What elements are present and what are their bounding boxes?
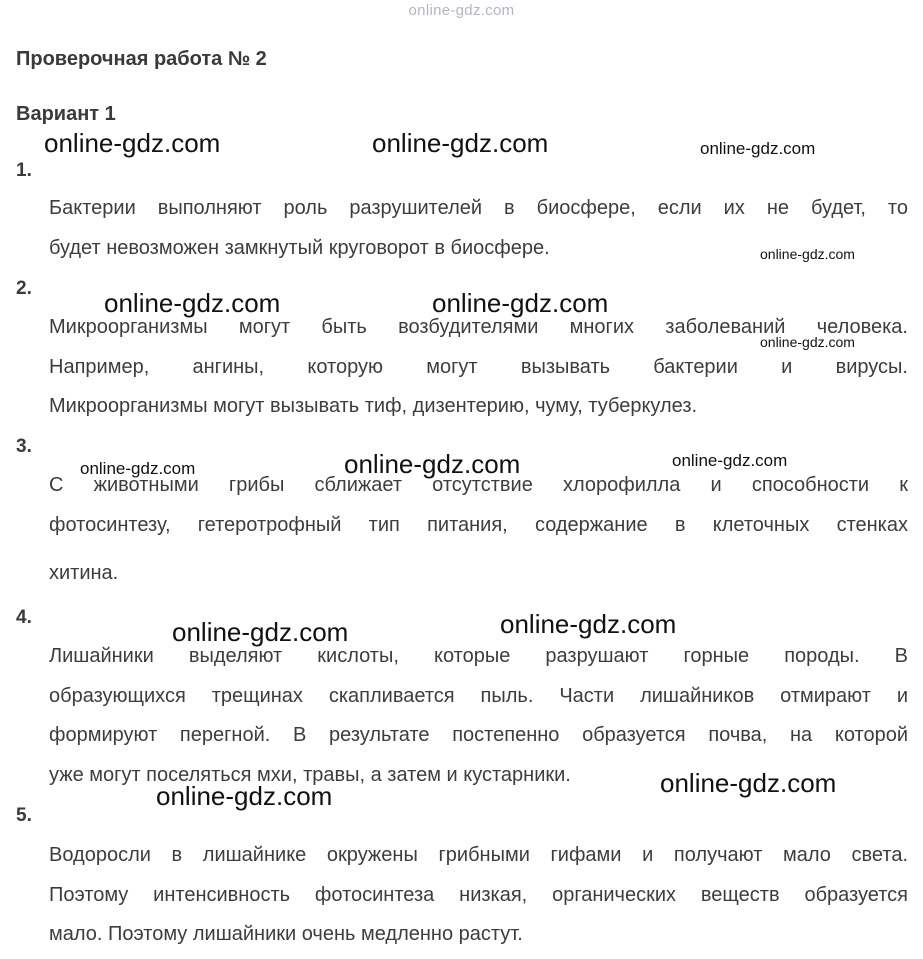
site-link-top[interactable]: online-gdz.com <box>408 2 515 19</box>
answer-5-line-1: Водоросли в лишайнике окружены грибными гифами и получают мало света. <box>49 844 908 866</box>
answer-3-line-2: фотосинтезу, гетеротрофный тип питания, содержание в клеточных стенках <box>49 513 908 536</box>
answer-number-2: 2. <box>16 278 32 299</box>
answer-text-5 <box>49 836 908 955</box>
answer-number-5: 5. <box>16 805 32 826</box>
watermark: online-gdz.com <box>104 288 281 318</box>
watermark: online-gdz.com <box>80 459 196 478</box>
answer-3-line-1: С животными грибы сближает отсутствие хлорофилла и способности к <box>49 474 908 496</box>
watermark: online-gdz.com <box>156 781 333 811</box>
answer-4-line-3: формируют перегной. В результате постепенно образуется почва, на которой <box>49 724 908 746</box>
variant-heading: Вариант 1 <box>16 103 116 125</box>
watermark: online-gdz.com <box>500 609 677 639</box>
answer-text-2 <box>49 308 908 427</box>
watermark: online-gdz.com <box>760 246 855 262</box>
watermark: online-gdz.com <box>660 768 837 798</box>
answer-1-line-1: Бактерии выполняют роль разрушителей в биосфере, если их не будет, то <box>49 197 908 219</box>
answer-5-line-3: мало. Поэтому лишайники очень медленно растут. <box>49 923 523 945</box>
answer-2-line-1: Микроорганизмы могут быть возбудителями многих заболеваний человека. <box>49 316 908 338</box>
watermark: online-gdz.com <box>172 617 349 647</box>
answer-number-4: 4. <box>16 607 32 628</box>
answer-5-line-2: Поэтому интенсивность фотосинтеза низкая, органических веществ образуется <box>49 883 908 906</box>
answer-2-line-2: Например, ангины, которую могут вызывать бактерии и вирусы. <box>49 355 908 378</box>
answer-number-1: 1. <box>16 160 32 181</box>
watermark: online-gdz.com <box>344 449 521 479</box>
watermark: online-gdz.com <box>672 451 788 470</box>
watermark: online-gdz.com <box>372 128 549 158</box>
answer-1-line-2: будет невозможен замкнутый круговорот в биосфере. <box>49 236 550 259</box>
answer-text-3 <box>49 466 908 594</box>
answer-number-3: 3. <box>16 436 32 457</box>
watermark: online-gdz.com <box>44 128 221 158</box>
watermark: online-gdz.com <box>432 288 609 318</box>
watermark: online-gdz.com <box>760 334 855 350</box>
page-title: Проверочная работа № 2 <box>16 48 267 70</box>
watermark: online-gdz.com <box>700 139 816 158</box>
answer-4-line-1: Лишайники выделяют кислоты, которые разрушают горные породы. В <box>49 645 908 667</box>
answer-4-line-4: уже могут поселяться мхи, травы, а затем и кустарники. <box>49 763 571 786</box>
answer-4-line-2: образующихся трещинах скапливается пыль. Части лишайников отмирают и <box>49 684 908 707</box>
answer-2-line-3: Микроорганизмы могут вызывать тиф, дизентерию, чуму, туберкулез. <box>49 395 698 417</box>
answer-3-line-3: хитина. <box>49 562 119 584</box>
